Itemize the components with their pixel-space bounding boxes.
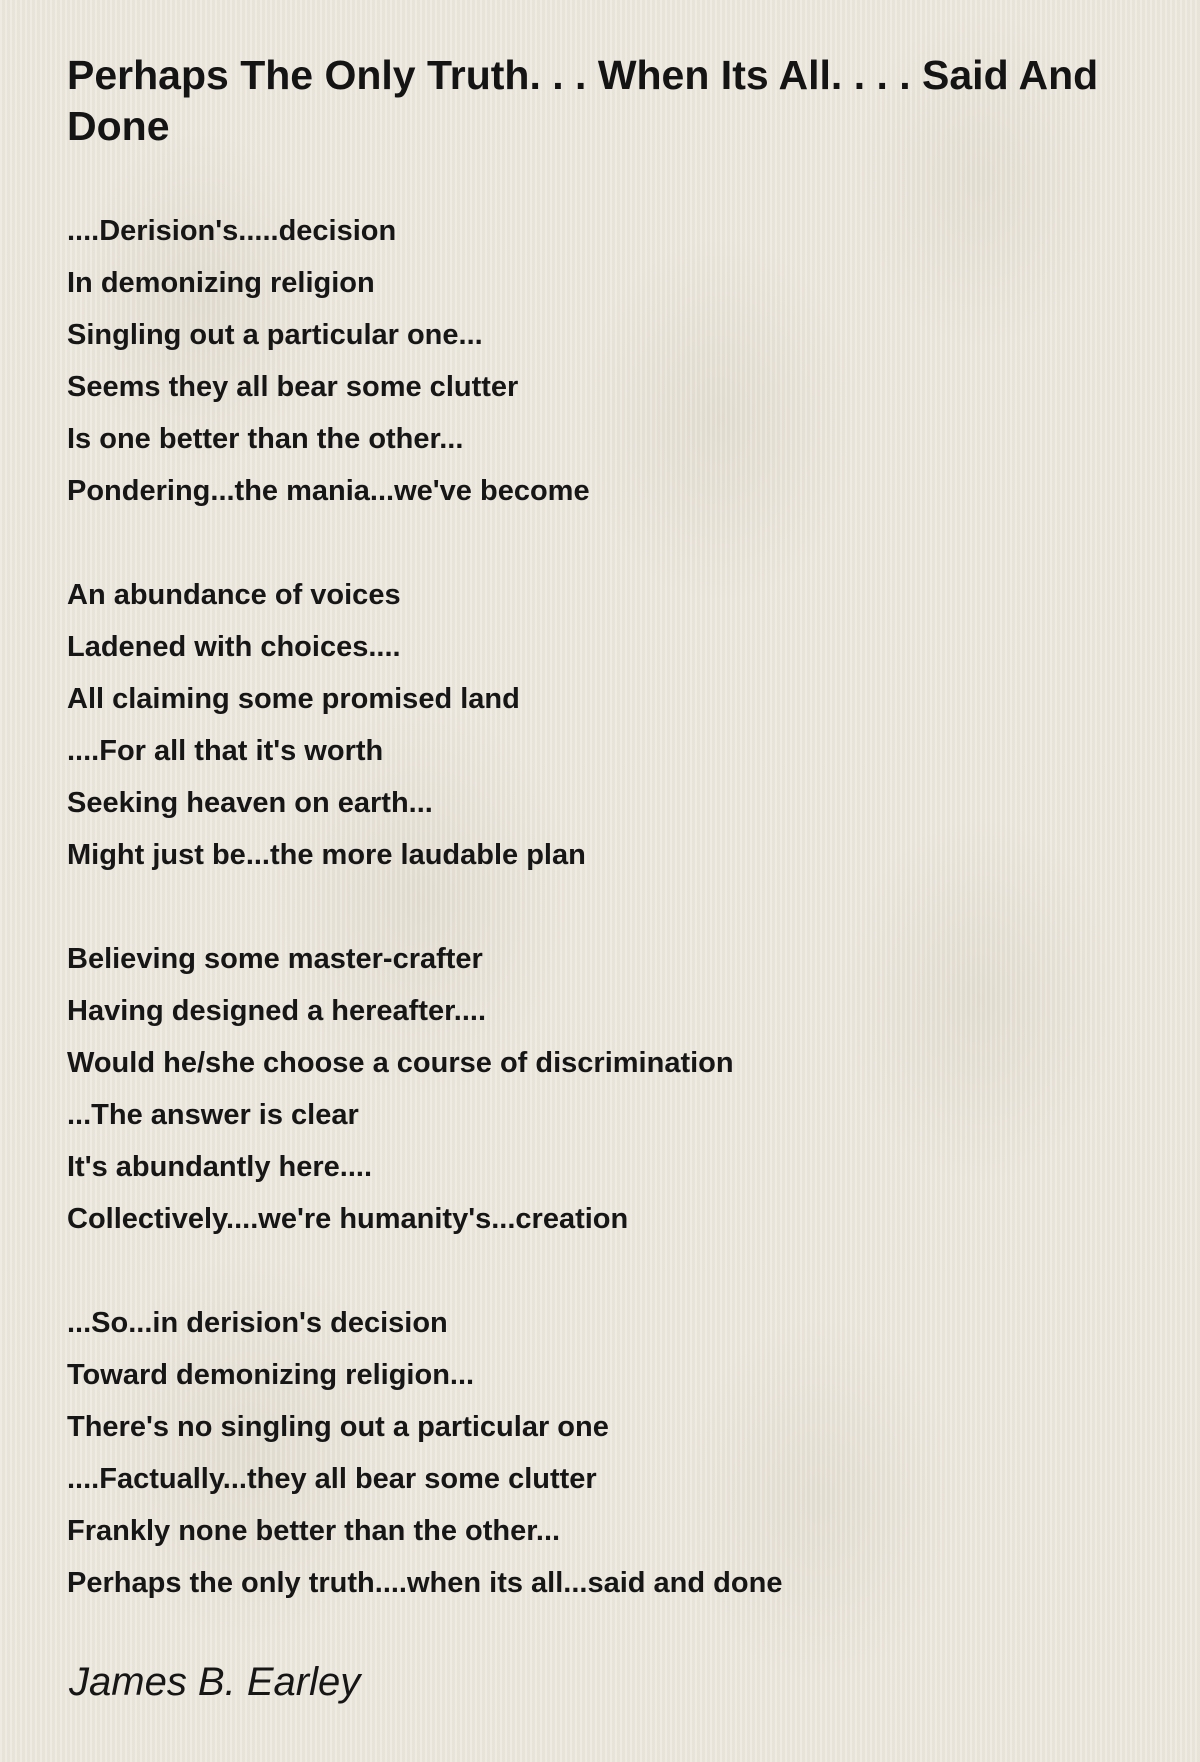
stanza-1 xyxy=(67,205,1147,517)
poem-line: Might just be...the more laudable plan xyxy=(67,839,586,871)
poem-line: Ladened with choices.... xyxy=(67,631,401,663)
poem-author: James B. Earley xyxy=(69,1660,361,1704)
poem-body xyxy=(67,205,1147,1609)
poem-line: ....For all that it's worth xyxy=(67,735,384,767)
poem-line: Seems they all bear some clutter xyxy=(67,371,519,403)
poem-line: It's abundantly here.... xyxy=(67,1151,373,1183)
poem-line: An abundance of voices xyxy=(67,579,401,611)
poem-line: Pondering...the mania...we've become xyxy=(67,475,590,507)
poem-line: ....Derision's.....decision xyxy=(67,215,397,247)
poem-line: Frankly none better than the other... xyxy=(67,1515,561,1547)
stanza-4 xyxy=(67,1297,1147,1609)
poem-line: Perhaps the only truth....when its all...said and done xyxy=(67,1567,783,1599)
poem-line: Toward demonizing religion... xyxy=(67,1359,475,1391)
poem-line: In demonizing religion xyxy=(67,267,375,299)
poem-line: There's no singling out a particular one xyxy=(67,1411,609,1443)
stanza-3 xyxy=(67,933,1147,1245)
poem-line: Collectively....we're humanity's...creation xyxy=(67,1203,629,1235)
poem-line: Is one better than the other... xyxy=(67,423,464,455)
poem-page xyxy=(67,50,1147,1609)
poem-line: Seeking heaven on earth... xyxy=(67,787,433,819)
poem-line: ....Factually...they all bear some clutter xyxy=(67,1463,597,1495)
poem-line: Having designed a hereafter.... xyxy=(67,995,487,1027)
poem-line: ...So...in derision's decision xyxy=(67,1307,448,1339)
poem-line: All claiming some promised land xyxy=(67,683,520,715)
poem-line: ...The answer is clear xyxy=(67,1099,359,1131)
poem-line: Would he/she choose a course of discrimination xyxy=(67,1047,734,1079)
poem-line: Believing some master-crafter xyxy=(67,943,483,975)
poem-line: Singling out a particular one... xyxy=(67,319,483,351)
stanza-2 xyxy=(67,569,1147,881)
poem-title: Perhaps The Only Truth. . . When Its All. . . . Said And Done xyxy=(67,52,1099,149)
